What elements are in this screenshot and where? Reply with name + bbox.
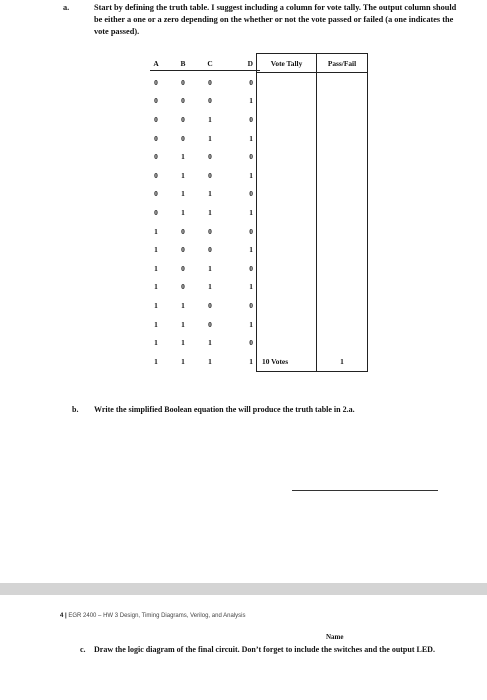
cell-c: 0 (208, 226, 212, 236)
cell-b: 1 (181, 189, 185, 199)
cell-a: 1 (154, 226, 158, 236)
next-page (0, 595, 487, 700)
cell-d: 0 (249, 114, 253, 124)
cell-c: 0 (208, 300, 212, 310)
cell-vote-tally (257, 110, 317, 129)
cell-vote-tally (257, 203, 317, 222)
cell-vote-tally (257, 92, 317, 111)
truth-table-row (142, 129, 368, 148)
cell-a: 0 (154, 114, 158, 124)
header-pass-fail: Pass/Fail (317, 54, 368, 73)
truth-table-row (142, 110, 368, 129)
cell-d: 1 (249, 133, 253, 143)
truth-table-row (142, 278, 368, 297)
cell-c: 1 (208, 338, 212, 348)
cell-d: 1 (249, 245, 253, 255)
cell-vote-tally (257, 259, 317, 278)
cell-b: 0 (181, 245, 185, 255)
truth-table-row (142, 166, 368, 185)
header-c: C (207, 58, 213, 68)
cell-vote-tally (257, 147, 317, 166)
cell-vote-tally (257, 73, 317, 92)
cell-vote-tally (257, 315, 317, 334)
cell-d: 0 (249, 189, 253, 199)
cell-c: 1 (208, 133, 212, 143)
truth-table-row (142, 185, 368, 204)
truth-table-row (142, 315, 368, 334)
cell-c: 1 (208, 356, 212, 366)
question-a-marker: a. (63, 3, 70, 12)
cell-b: 1 (181, 207, 185, 217)
cell-vote-tally (257, 166, 317, 185)
cell-d: 0 (249, 226, 253, 236)
cell-b: 0 (181, 226, 185, 236)
truth-table-body (142, 73, 368, 372)
truth-table-row (142, 203, 368, 222)
cell-b: 1 (181, 319, 185, 329)
truth-table-row (142, 240, 368, 259)
cell-d: 1 (249, 319, 253, 329)
question-b-text: Write the simplified Boolean equation the will produce the truth table in 2.a. (94, 405, 355, 414)
cell-b: 0 (181, 133, 185, 143)
footer-separator: | (65, 613, 67, 619)
cell-c: 0 (208, 245, 212, 255)
cell-d: 1 (249, 282, 253, 292)
cell-pass-fail (317, 333, 368, 352)
truth-table (142, 53, 368, 372)
cell-b: 1 (181, 300, 185, 310)
question-c-text: Draw the logic diagram of the final circuit. Don’t forget to include the switches and the output LED. (94, 645, 435, 654)
cell-b: 1 (181, 356, 185, 366)
cell-a: 1 (154, 319, 158, 329)
cell-a: 0 (154, 207, 158, 217)
cell-pass-fail (317, 166, 368, 185)
truth-table-row (142, 222, 368, 241)
cell-pass-fail (317, 185, 368, 204)
truth-table-row (142, 92, 368, 111)
cell-a: 0 (154, 152, 158, 162)
cell-d: 1 (249, 207, 253, 217)
cell-d: 1 (249, 96, 253, 106)
cell-b: 1 (181, 152, 185, 162)
cell-d: 1 (249, 356, 253, 366)
cell-d: 0 (249, 77, 253, 87)
cell-pass-fail (317, 73, 368, 92)
header-b: B (180, 58, 186, 68)
cell-pass-fail (317, 129, 368, 148)
cell-pass-fail (317, 240, 368, 259)
cell-c: 0 (208, 96, 212, 106)
cell-vote-tally (257, 278, 317, 297)
cell-vote-tally (257, 296, 317, 315)
cell-pass-fail (317, 315, 368, 334)
cell-b: 1 (181, 170, 185, 180)
cell-pass-fail (317, 259, 368, 278)
cell-vote-tally (257, 129, 317, 148)
cell-c: 1 (208, 263, 212, 273)
truth-table-row (142, 352, 368, 371)
header-vote-tally: Vote Tally (257, 54, 317, 73)
cell-a: 1 (154, 245, 158, 255)
cell-a: 1 (154, 338, 158, 348)
cell-vote-tally: 10 Votes (257, 352, 317, 371)
cell-pass-fail (317, 278, 368, 297)
cell-pass-fail: 1 (317, 352, 368, 371)
cell-a: 0 (154, 96, 158, 106)
cell-c: 1 (208, 282, 212, 292)
cell-a: 1 (154, 300, 158, 310)
cell-d: 0 (249, 300, 253, 310)
cell-d: 1 (249, 170, 253, 180)
cell-vote-tally (257, 240, 317, 259)
cell-d: 0 (249, 263, 253, 273)
cell-pass-fail (317, 296, 368, 315)
question-c-marker: c. (80, 645, 86, 654)
cell-b: 0 (181, 282, 185, 292)
cell-c: 0 (208, 170, 212, 180)
truth-table-row (142, 259, 368, 278)
truth-table-row (142, 147, 368, 166)
cell-c: 1 (208, 114, 212, 124)
cell-a: 0 (154, 170, 158, 180)
cell-b: 0 (181, 114, 185, 124)
cell-pass-fail (317, 147, 368, 166)
truth-table-row (142, 333, 368, 352)
cell-d: 0 (249, 338, 253, 348)
cell-pass-fail (317, 110, 368, 129)
cell-vote-tally (257, 185, 317, 204)
header-a: A (153, 58, 159, 68)
page-footer (60, 613, 245, 619)
cell-c: 1 (208, 189, 212, 199)
cell-d: 0 (249, 152, 253, 162)
cell-b: 1 (181, 338, 185, 348)
cell-b: 0 (181, 263, 185, 273)
answer-line (292, 490, 438, 491)
cell-a: 1 (154, 263, 158, 273)
cell-a: 1 (154, 282, 158, 292)
cell-a: 1 (154, 356, 158, 366)
cell-c: 0 (208, 77, 212, 87)
cell-vote-tally (257, 222, 317, 241)
cell-c: 0 (208, 152, 212, 162)
truth-table-row (142, 296, 368, 315)
cell-pass-fail (317, 92, 368, 111)
cell-pass-fail (317, 203, 368, 222)
page-number: 4 (60, 613, 64, 619)
cell-c: 1 (208, 207, 212, 217)
header-rule (150, 70, 260, 71)
cell-pass-fail (317, 222, 368, 241)
cell-b: 0 (181, 96, 185, 106)
header-d: D (247, 58, 253, 68)
cell-c: 0 (208, 319, 212, 329)
cell-a: 0 (154, 133, 158, 143)
name-label: Name (326, 633, 344, 641)
page-gap (0, 583, 487, 595)
truth-table-row (142, 73, 368, 92)
question-a-text: Start by defining the truth table. I suggest including a column for vote tally. The output column should be either a one or a zero depending on the whether or not the vote passed or failed (a one indicates the vote passed). (94, 3, 457, 36)
cell-b: 0 (181, 77, 185, 87)
cell-a: 0 (154, 77, 158, 87)
question-b-marker: b. (72, 405, 79, 414)
cell-a: 0 (154, 189, 158, 199)
course-title: EGR 2400 – HW 3 Design, Timing Diagrams, Verilog, and Analysis (68, 613, 246, 619)
cell-vote-tally (257, 333, 317, 352)
